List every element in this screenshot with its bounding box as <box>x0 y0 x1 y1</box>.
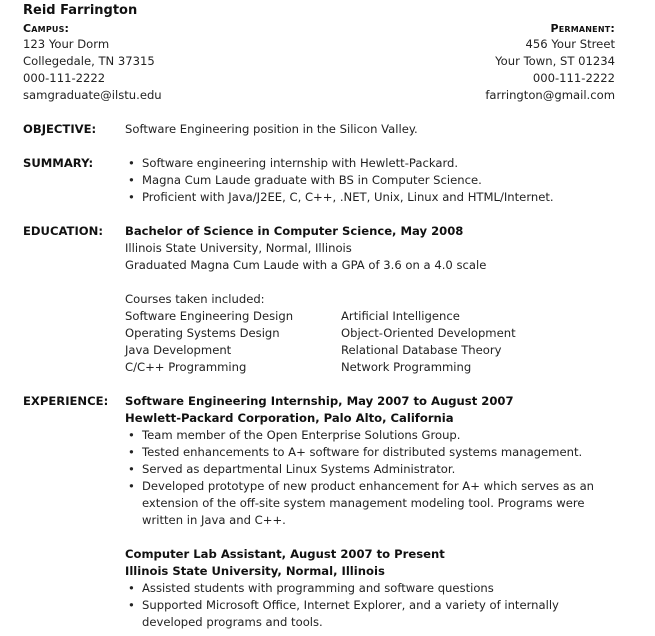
objective-heading: OBJECTIVE: <box>23 122 97 136</box>
list-item: • Magna Cum Laude graduate with BS in Computer Science. <box>128 173 482 187</box>
school: Illinois State University, Normal, Illinois <box>125 241 352 255</box>
campus-street: 123 Your Dorm <box>23 37 110 51</box>
job-title: Software Engineering Internship, May 2007 to August 2007 <box>125 394 514 408</box>
course-item: Software Engineering Design <box>125 309 294 323</box>
course-item: C/C++ Programming <box>125 360 247 374</box>
list-item: • Assisted students with programming and software questions <box>128 581 494 595</box>
permanent-phone: 000-111-2222 <box>532 71 615 85</box>
course-item: Object-Oriented Development <box>341 326 516 340</box>
bullet-icon: • <box>128 173 135 187</box>
resume-name: Reid Farrington <box>23 3 138 18</box>
summary-list <box>125 155 554 206</box>
permanent-street: 456 Your Street <box>525 37 615 51</box>
education-heading: EDUCATION: <box>23 224 103 238</box>
course-item: Java Development <box>125 343 232 357</box>
list-item: • Developed prototype of new product enhancement for A+ which serves as an extension of the off-site system management modeling tool. Programs were written in Java and C++. <box>128 479 595 527</box>
course-item: Artificial Intelligence <box>341 309 460 323</box>
course-item: Relational Database Theory <box>341 343 502 357</box>
campus-label: Campus: <box>23 22 70 35</box>
list-item: • Tested enhancements to A+ software for distributed systems management. <box>128 445 583 459</box>
list-item: • Served as departmental Linux Systems Administrator. <box>128 462 456 476</box>
honors: Graduated Magna Cum Laude with a GPA of 3.6 on a 4.0 scale <box>125 258 487 272</box>
course-item: Operating Systems Design <box>125 326 280 340</box>
degree: Bachelor of Science in Computer Science, May 2008 <box>125 224 464 238</box>
permanent-email: farrington@gmail.com <box>485 88 615 102</box>
summary-heading: SUMMARY: <box>23 156 94 170</box>
job-bullets <box>125 580 615 631</box>
campus-email: samgraduate@ilstu.edu <box>23 88 162 102</box>
list-item: • Team member of the Open Enterprise Solutions Group. <box>128 428 461 442</box>
list-item: • Software engineering internship with Hewlett-Packard. <box>128 156 459 170</box>
job-company: Illinois State University, Normal, Illinois <box>125 564 385 578</box>
bullet-icon: • <box>128 156 135 170</box>
permanent-city: Your Town, ST 01234 <box>495 54 615 68</box>
bullet-icon: • <box>128 598 135 612</box>
permanent-label: Permanent: <box>550 22 615 35</box>
campus-phone: 000-111-2222 <box>23 71 106 85</box>
experience-heading: EXPERIENCE: <box>23 394 109 408</box>
bullet-icon: • <box>128 581 135 595</box>
campus-city: Collegedale, TN 37315 <box>23 54 155 68</box>
bullet-icon: • <box>128 445 135 459</box>
job-company: Hewlett-Packard Corporation, Palo Alto, California <box>125 411 454 425</box>
job-bullets <box>125 427 595 529</box>
bullet-icon: • <box>128 428 135 442</box>
course-item: Network Programming <box>341 360 472 374</box>
bullet-icon: • <box>128 190 135 204</box>
list-item: • Supported Microsoft Office, Internet Explorer, and a variety of internally developed programs and tools. <box>128 598 559 629</box>
job-title: Computer Lab Assistant, August 2007 to Present <box>125 547 445 561</box>
objective-text: Software Engineering position in the Silicon Valley. <box>125 122 418 136</box>
courses-label: Courses taken included: <box>125 292 265 306</box>
bullet-icon: • <box>128 462 135 476</box>
bullet-icon: • <box>128 479 135 493</box>
list-item: • Proficient with Java/J2EE, C, C++, .NET, Unix, Linux and HTML/Internet. <box>128 190 554 204</box>
